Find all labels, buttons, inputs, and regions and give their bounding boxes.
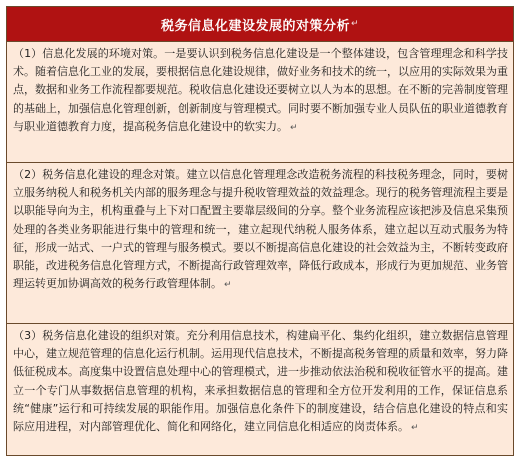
paragraph-1: （1）信息化发展的环境对策。一是要认识到税务信息化建设是一个整体建设，包含管理理念和科学技术。随着信息化工业的发展，要根据信息化建设规律，做好业务和技术的统一，以应用的实际效果为重点，数据和业务工作流程都要规范。税收信息化建设还要树立以人为本的思想。在不断的完善制度管理的基础上，加强信息化管理创新，创新制度与管理模式。同时要不断加强专业人员队伍的职业道德教育与职业道德教育力度，提高税务信息化建设中的软实力。	[13, 47, 508, 133]
paragraph-1-cell	[7, 42, 513, 163]
document-table	[6, 6, 514, 456]
paragraph-2-cell	[7, 163, 513, 324]
table-header	[7, 7, 513, 42]
paragraph-mark-icon: ↵	[290, 122, 298, 133]
page-title: 税务信息化建设发展的对策分析	[160, 18, 350, 34]
paragraph-mark-icon: ↵	[411, 423, 419, 434]
paragraph-3: （3）税务信息化建设的组织对策。充分利用信息技术，构建扁平化、集约化组织，建立数据信息管理中心，建立规范管理的信息化运行机制。运用现代信息技术，不断提高税务管理的质量和效率，努力降低征税成本。高度集中设置信息处理中心的管理模式，进一步推动依法治税和税收征管水平的提高。建立一个专门从事数据信息管理的机构，来承担数据信息的管理和全方位开发利用的工作，保证信息系统“健康”运行和可持续发展的职能作用。加强信息化条件下的制度建设，结合信息化建设的特点和实际应用进程，对内部管理优化、简化和网络化，建立同信息化相适应的岗责体系。	[13, 329, 508, 434]
paragraph-mark-icon: ↵	[350, 19, 360, 29]
paragraph-2: （2）税务信息化建设的理念对策。建立以信息化管理理念改造税务流程的科技税务理念，同时，要树立服务纳税人和税务机关内部的服务理念与提升税收管理效益的效益理念。现行的税务管理流程主要是以职能导向为主，机构重叠与上下对口配置主要靠层级间的分享。整个业务流程应该把涉及信息采集预处理的各类业务职能进行集中的管理和统一，建立起现代纳税人服务体系，建立起以互动式服务为特征，形成一站式、一户式的管理与服务模式。要以不断提高信息化建设的社会效益为主，不断转变政府职能，改进税务信息化管理方式，不断提高行政管理效率，降低行政成本，形成行为更加规范、业务管理运转更加协调高效的税务行政管理体制。	[13, 168, 508, 291]
paragraph-3-cell	[7, 324, 513, 455]
paragraph-mark-icon: ↵	[224, 280, 232, 291]
